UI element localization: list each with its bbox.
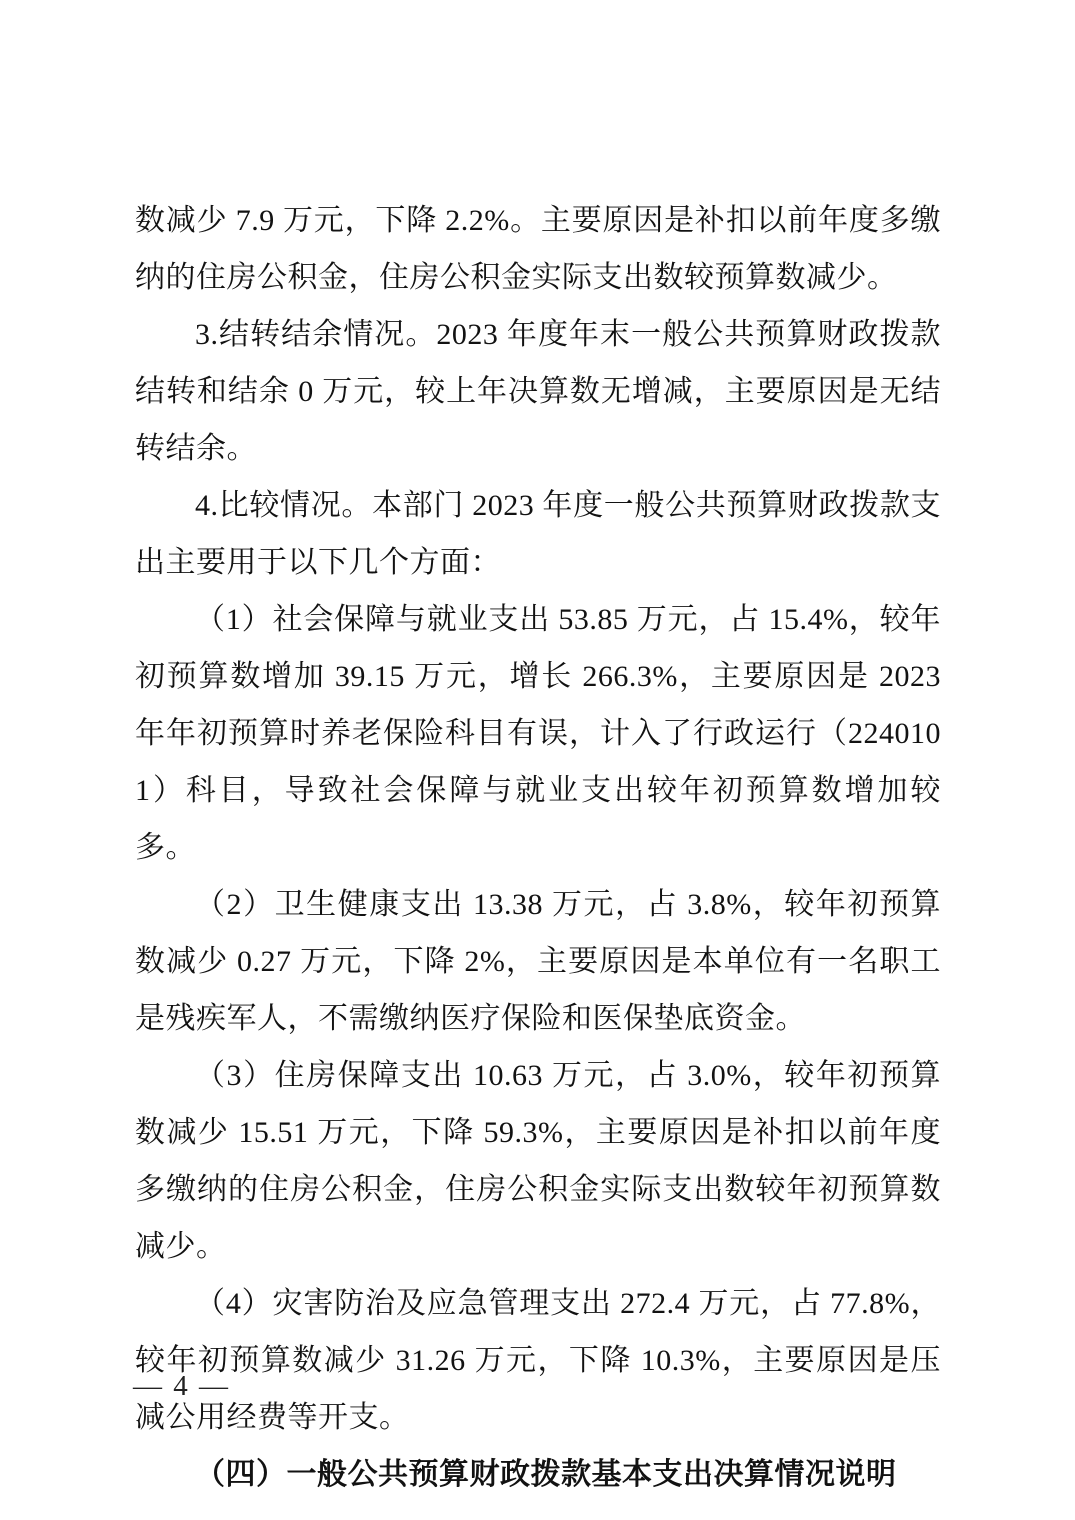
document-body xyxy=(135,192,941,1503)
paragraph: （1）社会保障与就业支出 53.85 万元，占 15.4%，较年初预算数增加 39.15 万元，增长 266.3%，主要原因是 2023 年年初预算时养老保险科目有误，计入了行政运行（2240101）科目，导致社会保障与就业支出较年初预算数增加较多。 xyxy=(135,603,941,864)
paragraph: （2）卫生健康支出 13.38 万元，占 3.8%，较年初预算数减少 0.27 万元，下降 2%，主要原因是本单位有一名职工是残疾军人，不需缴纳医疗保险和医保垫底资金。 xyxy=(135,888,941,1035)
page-footer xyxy=(133,1366,230,1406)
paragraph: 4.比较情况。本部门 2023 年度一般公共预算财政拨款支出主要用于以下几个方面： xyxy=(135,489,941,579)
paragraph: （3）住房保障支出 10.63 万元，占 3.0%，较年初预算数减少 15.51 万元，下降 59.3%，主要原因是补扣以前年度多缴纳的住房公积金，住房公积金实际支出数较年初预算数减少。 xyxy=(135,1059,941,1263)
paragraph: （四）一般公共预算财政拨款基本支出决算情况说明 xyxy=(195,1458,897,1491)
paragraph: （4）灾害防治及应急管理支出 272.4 万元，占 77.8%，较年初预算数减少 31.26 万元，下降 10.3%，主要原因是压减公用经费等开支。 xyxy=(135,1287,941,1434)
page-number: — 4 — xyxy=(133,1370,230,1402)
paragraph: 3.结转结余情况。2023 年度年末一般公共预算财政拨款结转和结余 0 万元，较上年决算数无增减，主要原因是无结转结余。 xyxy=(135,318,941,465)
paragraph: 数减少 7.9 万元，下降 2.2%。主要原因是补扣以前年度多缴纳的住房公积金，住房公积金实际支出数较预算数减少。 xyxy=(135,204,941,294)
